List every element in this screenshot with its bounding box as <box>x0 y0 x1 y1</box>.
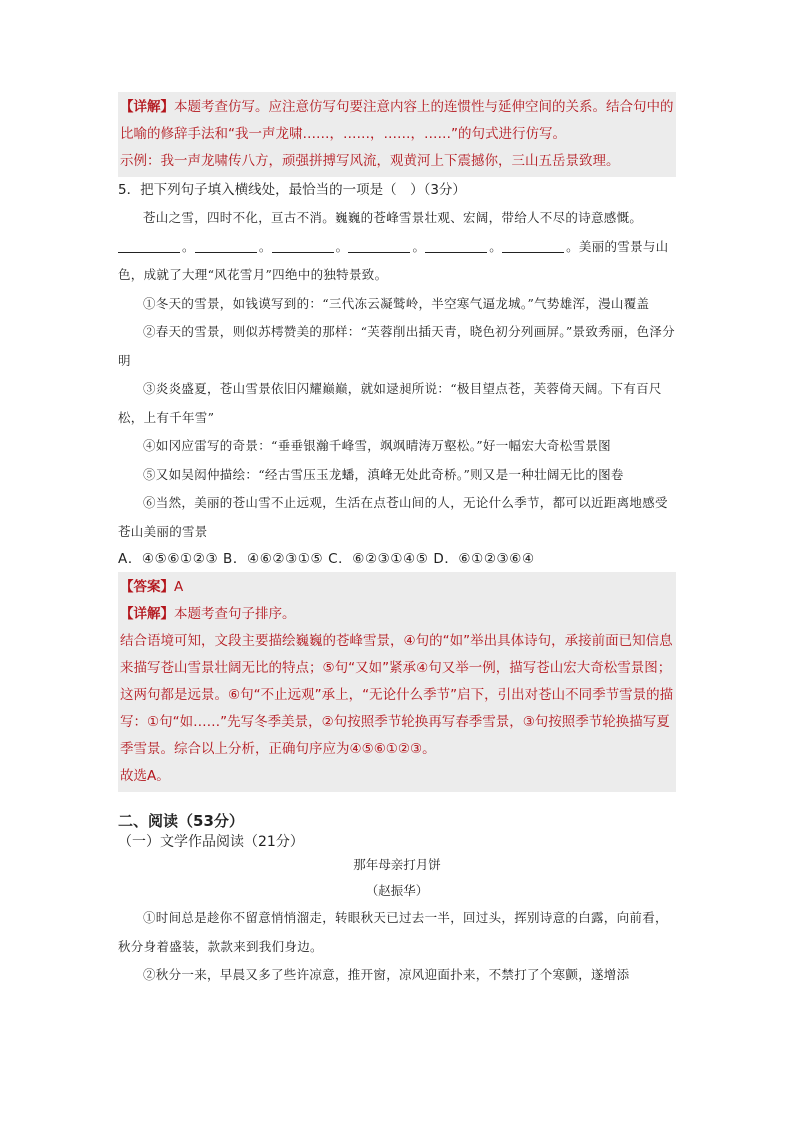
blank-separator: 。 <box>335 238 349 254</box>
sentence-item-2: ②春天的雪景，则似苏樗赞美的那样：“芙蓉削出插天青，晓色初分列画屏。”景致秀丽，色泽分明 <box>118 324 675 368</box>
blank-4 <box>348 238 410 253</box>
blank-1 <box>118 238 180 253</box>
sentence-item-1: ①冬天的雪景，如钱谟写到的：“三代冻云凝鹫岭，半空寒气逼龙城。”气势雄浑，漫山覆盖 <box>143 295 650 311</box>
blank-separator: 。 <box>412 238 426 254</box>
analysis-tag: 【详解】 <box>120 606 174 622</box>
answer-tag: 【答案】 <box>120 579 174 595</box>
analysis-tag: 【详解】 <box>120 99 174 115</box>
section-heading: 二、阅读（53分） <box>118 812 244 830</box>
article-paragraph-2: ②秋分一来，早晨又多了些许凉意，推开窗，凉风迎面扑来，不禁打了个寒颤，遂增添 <box>143 967 630 982</box>
analysis-intro: 本题考查句子排序。 <box>174 606 296 622</box>
blank-6 <box>502 238 564 253</box>
blank-separator: 。 <box>489 238 503 254</box>
article-paragraph-1: ①时间总是趁你不留意悄悄溜走，转眼秋天已过去一半，回过头，挥别诗意的白露，向前看，秋分身着盛装，款款来到我们身边。 <box>118 910 668 954</box>
question-5-passage <box>118 204 676 290</box>
article-title: 那年母亲打月饼 <box>353 857 441 872</box>
example-answer: 示例：我一声龙啸传八方，顽强拼搏写风流，观黄河上下震撼你，三山五岳景致理。 <box>120 153 620 169</box>
blank-separator: 。 <box>182 238 195 254</box>
blank-2 <box>195 238 257 253</box>
answer-options: A．④⑤⑥①②③ B．④⑥②③①⑤ C．⑥②③①④⑤ D．⑥①②③⑥④ <box>118 551 535 567</box>
passage-end: 。美丽的雪景与山色，成就了大理“风花雪月”四绝中的独特景致。 <box>118 238 669 282</box>
passage-intro: 苍山之雪，四时不化，亘古不消。巍巍的苍峰雪景壮观、宏阔，带给人不尽的诗意感慨。 <box>143 210 643 225</box>
sentence-item-4: ④如冈应雷写的奇景：“垂垂银瀚千峰雪，飒飒晴涛万壑松。”好一幅宏大奇松雪景图 <box>143 438 611 453</box>
subsection-heading: （一）文学作品阅读（21分） <box>118 834 304 850</box>
analysis-paragraph <box>120 94 674 148</box>
analysis-line <box>120 601 674 628</box>
blank-3 <box>272 238 334 253</box>
analysis-text: 本题考查仿写。应注意仿写句要注意内容上的连惯性与延伸空间的关系。结合句中的比喻的修辞手法和“我一声龙啸……，……，……，……”的句式进行仿写。 <box>120 99 674 142</box>
page-content <box>118 92 676 990</box>
analysis-block-q4 <box>118 92 676 177</box>
analysis-body: 结合语境可知，文段主要描绘巍巍的苍峰雪景，④句的“如”举出具体诗句，承接前面已知信息来描写苍山雪景壮阔无比的特点；⑤句“又如”紧承④句又举一例，描写苍山宏大奇松雪景图；这两句都是远景。⑥句“不止远观”承上，“无论什么季节”启下，引出对苍山不同季节雪景的描写：①句“如……”先写冬季美景，②句按照季节轮换再写春季雪景，③句按照季节轮换描写夏季雪景。综合以上分析，正确句序应为④⑤⑥①②③。 <box>120 633 674 757</box>
answer-value: A <box>174 579 184 595</box>
question-5-stem: 5．把下列句子填入横线处，最恰当的一项是（ ）（3分） <box>118 182 466 198</box>
blank-5 <box>425 238 487 253</box>
blank-separator: 。 <box>258 238 272 254</box>
analysis-conclusion: 故选A。 <box>120 768 170 784</box>
answer-line <box>120 574 674 601</box>
sentence-item-5: ⑤又如吴闳仲描绘：“经古雪压玉龙蟠，滇峰无处此奇桥。”则又是一种壮阔无比的图卷 <box>143 466 624 482</box>
sentence-item-3: ③炎炎盛夏，苍山雪景依旧闪耀巅巅，就如逯昶所说：“极目望点苍，芙蓉倚天阔。下有百尺松，上有千年雪” <box>118 381 662 425</box>
article-author: （赵振华） <box>365 883 429 898</box>
sentence-item-6: ⑥当然，美丽的苍山雪不止远观，生活在点苍山间的人，无论什么季节，都可以近距离地感受苍山美丽的雪景 <box>118 495 668 539</box>
answer-block-q5 <box>118 572 676 792</box>
